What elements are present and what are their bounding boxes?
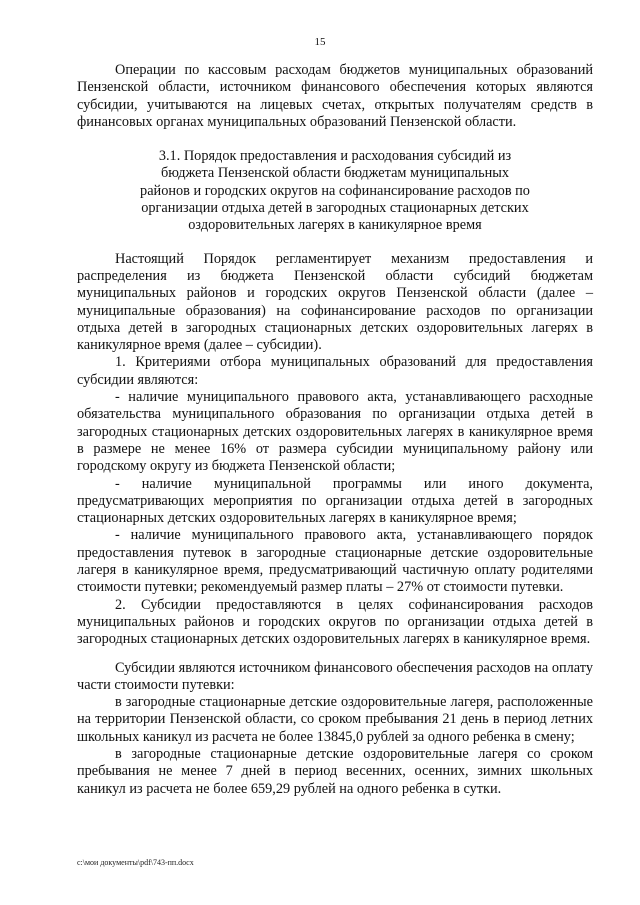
funding-item-summer: в загородные стационарные детские оздоровительные лагеря, расположенные на территории Пензенской области, со сроком пребывания 21 день в период летних школьных каникул из расчета не более 13845,0 рублей за одного ребенка в смену; <box>77 694 593 745</box>
criteria-item-legal-act: - наличие муниципального правового акта, устанавливающего расходные обязательства муниципального образования по организации отдыха детей в загородных стационарных детских оздоровительных лагерях в каникулярное время в размере не менее 16% от размера субсидии муниципальному району или городскому округу из бюджета Пензенской области; <box>77 389 593 475</box>
paragraph-purpose: Настоящий Порядок регламентирует механизм предоставления и распределения из бюджета Пензенской области субсидий бюджетам муниципальных районов и городских округов Пензенской области (далее – муниципальные образования) на софинансирование расходов по организации отдыха детей в загородных стационарных детских оздоровительных лагерях в каникулярное время (далее – субсидии). <box>77 250 593 354</box>
footer-file-path: c:\мои документы\pdf\743-пп.docx <box>77 858 194 867</box>
page-number: 15 <box>314 36 326 48</box>
section-heading: 3.1. Порядок предоставления и расходования субсидий из бюджета Пензенской области бюджетам муниципальных районов и городских округов на софинансирование расходов по организации отдыха детей в загородных стационарных детских оздоровительных лагерях в каникулярное время <box>140 148 530 234</box>
funding-item-holidays: в загородные стационарные детские оздоровительные лагеря со сроком пребывания не менее 7 дней в период весенних, осенних, зимних школьных каникул из расчета не более 659,29 рублей на одного ребенка в сутки. <box>77 745 593 797</box>
criteria-item-program: - наличие муниципальной программы или иного документа, предусматривающих мероприятия по организации отдыха детей в загородных стационарных детских оздоровительных лагерях в каникулярное время; <box>77 475 593 527</box>
paragraph-subsidy-goal: 2. Субсидии предоставляются в целях софинансирования расходов муниципальных районов и городских округов по организации отдыха детей в загородных стационарных детских оздоровительных лагерях в каникулярное время. <box>77 596 593 648</box>
paragraph-funding-source: Субсидии являются источником финансового обеспечения расходов на оплату части стоимости путевки: <box>77 659 593 693</box>
intro-paragraph: Операции по кассовым расходам бюджетов муниципальных образований Пензенской области, источником финансового обеспечения которых являются субсидии, учитываются на лицевых счетах, открытых получателям средств в финансовых органах муниципальных образований Пензенской области. <box>77 62 593 130</box>
paragraph-criteria: 1. Критериями отбора муниципальных образований для предоставления субсидии являются: <box>77 354 593 388</box>
page-content <box>77 62 593 798</box>
criteria-item-vouchers: - наличие муниципального правового акта, устанавливающего порядок предоставления путевок в загородные стационарные детские оздоровительные лагеря в каникулярное время, предусматривающий частичную оплату родителями стоимости путевки; рекомендуемый размер платы – 27% от стоимости путевки. <box>77 527 593 596</box>
